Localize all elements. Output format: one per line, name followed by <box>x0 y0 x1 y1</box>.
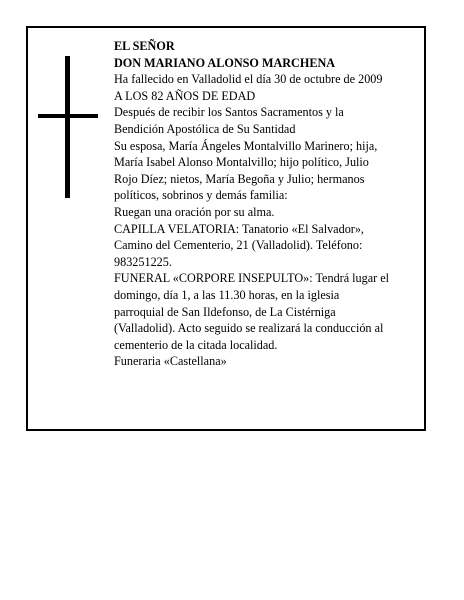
family-line: políticos, sobrinos y demás familia: <box>114 188 288 203</box>
sacraments-paragraph <box>114 104 426 137</box>
funeral-home: Funeraria «Castellana» <box>114 354 227 369</box>
chapel-line: 983251225. <box>114 254 172 269</box>
family-line: María Isabel Alonso Montalvillo; hijo político, Julio <box>114 155 369 170</box>
prayer-request: Ruegan una oración por su alma. <box>114 204 275 219</box>
chapel-line: Camino del Cementerio, 21 (Valladolid). Teléfono: <box>114 238 363 253</box>
funeral-line: cementerio de la citada localidad. <box>114 337 278 352</box>
family-line: Su esposa, María Ángeles Montalvillo Marinero; hija, <box>114 138 378 153</box>
deceased-name: DON MARIANO ALONSO MARCHENA <box>114 55 336 70</box>
obituary-text <box>114 38 426 370</box>
funeral-line: domingo, día 1, a las 11.30 horas, en la iglesia <box>114 287 340 302</box>
funeral-line: FUNERAL «CORPORE INSEPULTO»: Tendrá lugar el <box>114 271 390 286</box>
family-paragraph <box>114 138 426 204</box>
obituary-notice <box>26 26 426 431</box>
cross-icon <box>38 56 98 198</box>
sacraments-line: Después de recibir los Santos Sacramentos y la <box>114 105 344 120</box>
chapel-line: CAPILLA VELATORIA: Tanatorio «El Salvador», <box>114 221 364 236</box>
chapel-paragraph <box>114 221 426 271</box>
funeral-paragraph <box>114 270 426 353</box>
funeral-line: parroquial de San Ildefonso, de La Cistérniga <box>114 304 336 319</box>
death-statement: Ha fallecido en Valladolid el día 30 de octubre de 2009 <box>114 72 383 87</box>
family-line: Rojo Díez; nietos, María Begoña y Julio; hermanos <box>114 171 365 186</box>
sacraments-line: Bendición Apostólica de Su Santidad <box>114 121 296 136</box>
notice-heading: EL SEÑOR <box>114 39 175 53</box>
cross-vertical-bar <box>65 56 70 198</box>
cross-horizontal-bar <box>38 114 98 118</box>
age-statement: A LOS 82 AÑOS DE EDAD <box>114 88 256 103</box>
funeral-line: (Valladolid). Acto seguido se realizará la conducción al <box>114 321 384 336</box>
